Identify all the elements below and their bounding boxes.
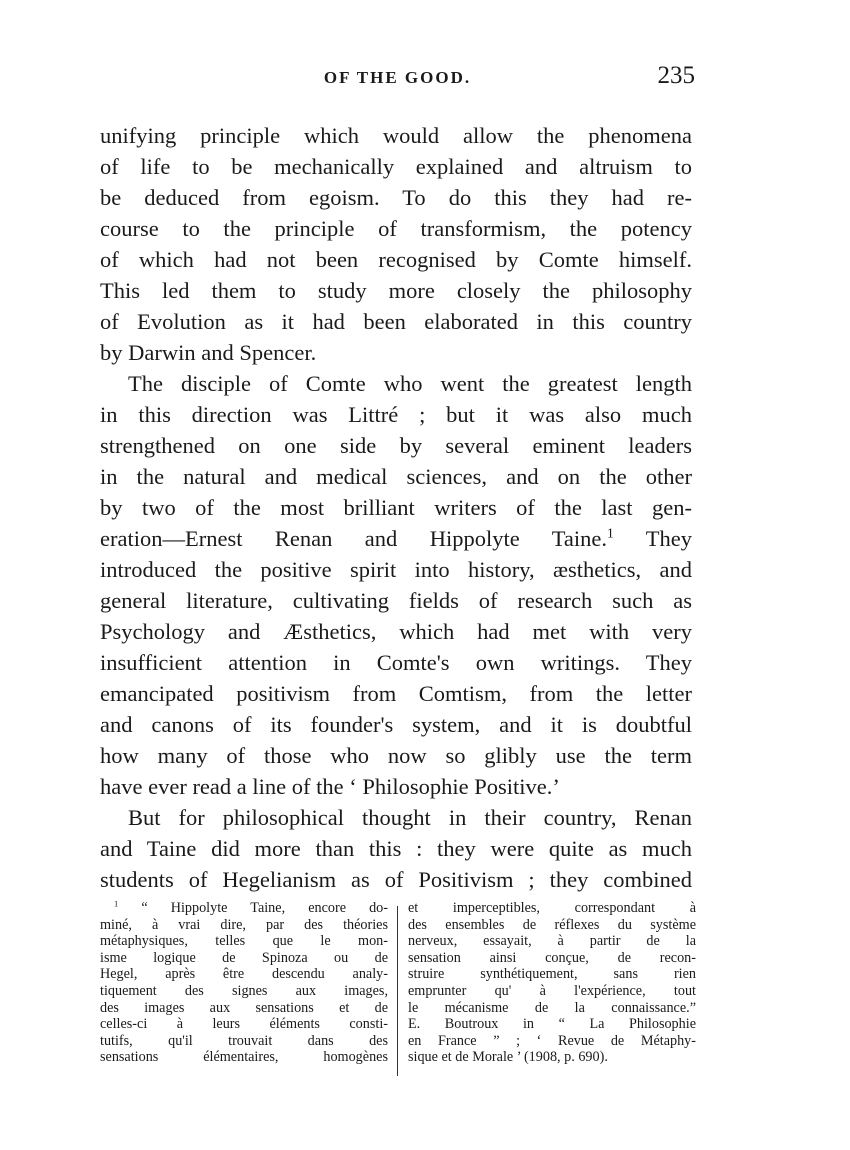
- footnote-line: Hegel, après être descendu analy-: [100, 966, 388, 983]
- text-line-with-footnote-ref: [100, 523, 692, 554]
- footnote-line: en France ” ; ‘ Revue de Métaphy-: [408, 1032, 696, 1049]
- text-line: introduced the positive spirit into history, æsthetics, and: [100, 557, 692, 582]
- text-line: But for philosophical thought in their country, Renan: [128, 805, 692, 830]
- footnote-line: des images aux sensations et de: [100, 999, 388, 1016]
- footnote-reference[interactable]: 1: [606, 525, 614, 541]
- footnote-line: sensations élémentaires, homogènes: [100, 1049, 388, 1066]
- text-line: be deduced from egoism. To do this they had re-: [100, 185, 692, 210]
- text-line: and Taine did more than this : they were quite as much: [100, 836, 692, 861]
- footnote-line: emprunter qu' à l'expérience, tout: [408, 982, 696, 999]
- text-line-start: eration—Ernest Renan and Hippolyte Taine.: [100, 526, 607, 551]
- footnote-line: tiquement des signes aux images,: [100, 982, 388, 999]
- text-line-end: They: [645, 526, 692, 551]
- text-line: students of Hegelianism as of Positivism ; they combined: [100, 867, 692, 892]
- text-line: insufficient attention in Comte's own writings. They: [100, 650, 692, 675]
- footnote-column-right: [408, 900, 696, 1066]
- text-line: in this direction was Littré ; but it was also much: [100, 402, 692, 427]
- text-line: of life to be mechanically explained and altruism to: [100, 154, 692, 179]
- text-line: Psychology and Æsthetics, which had met with very: [100, 619, 692, 644]
- text-line: how many of those who now so glibly use the term: [100, 743, 692, 768]
- footnote-line: miné, à vrai dire, par des théories: [100, 916, 388, 933]
- footnote-line: sensation ainsi conçue, de recon-: [408, 949, 696, 966]
- footnote-column-left: [100, 900, 388, 1066]
- footnote-line: nerveux, essayait, à partir de la: [408, 933, 696, 950]
- text-line: unifying principle which would allow the phenomena: [100, 123, 692, 148]
- footnote-line: isme logique de Spinoza ou de: [100, 949, 388, 966]
- footnote-line: le mécanisme de la connaissance.”: [408, 999, 696, 1016]
- text-line: of Evolution as it had been elaborated in this country: [100, 309, 692, 334]
- text-line: This led them to study more closely the philosophy: [100, 278, 692, 303]
- text-line: by Darwin and Spencer.: [100, 340, 317, 365]
- footnote-line: tutifs, qu'il trouvait dans des: [100, 1032, 388, 1049]
- page-number: 235: [657, 62, 695, 89]
- text-line: of which had not been recognised by Comte himself.: [100, 247, 692, 272]
- text-line: strengthened on one side by several eminent leaders: [100, 433, 692, 458]
- footnote-line: struire synthétiquement, sans rien: [408, 966, 696, 983]
- footnote-column-divider: [397, 906, 398, 1076]
- text-line: in the natural and medical sciences, and on the other: [100, 464, 692, 489]
- footnote-line: E. Boutroux in “ La Philosophie: [408, 1016, 696, 1033]
- running-head: OF THE GOOD.: [323, 68, 472, 87]
- text-line: by two of the most brilliant writers of the last gen-: [100, 495, 692, 520]
- text-line: emancipated positivism from Comtism, from the letter: [100, 681, 692, 706]
- footnote-line: sique et de Morale ’ (1908, p. 690).: [408, 1049, 608, 1066]
- footnote-line: des ensembles de réflexes du système: [408, 916, 696, 933]
- body-text: [100, 120, 692, 895]
- footnote-line: métaphysiques, telles que le mon-: [100, 933, 388, 950]
- footnotes: [100, 900, 695, 1080]
- text-line: The disciple of Comte who went the greatest length: [128, 371, 692, 396]
- text-line: general literature, cultivating fields of research such as: [100, 588, 692, 613]
- footnote-line: $^1$ “ Hippolyte Taine, encore do-: [114, 898, 388, 916]
- text-line: and canons of its founder's system, and it is doubtful: [100, 712, 692, 737]
- text-line: have ever read a line of the ‘ Philosophie Positive.’: [100, 774, 560, 799]
- footnote-line: et imperceptibles, correspondant à: [408, 900, 696, 916]
- text-line: course to the principle of transformism, the potency: [100, 216, 692, 241]
- footnote-marker: 1: [114, 898, 119, 909]
- page-header: [100, 62, 695, 102]
- footnote-line: celles-ci à leurs éléments consti-: [100, 1016, 388, 1033]
